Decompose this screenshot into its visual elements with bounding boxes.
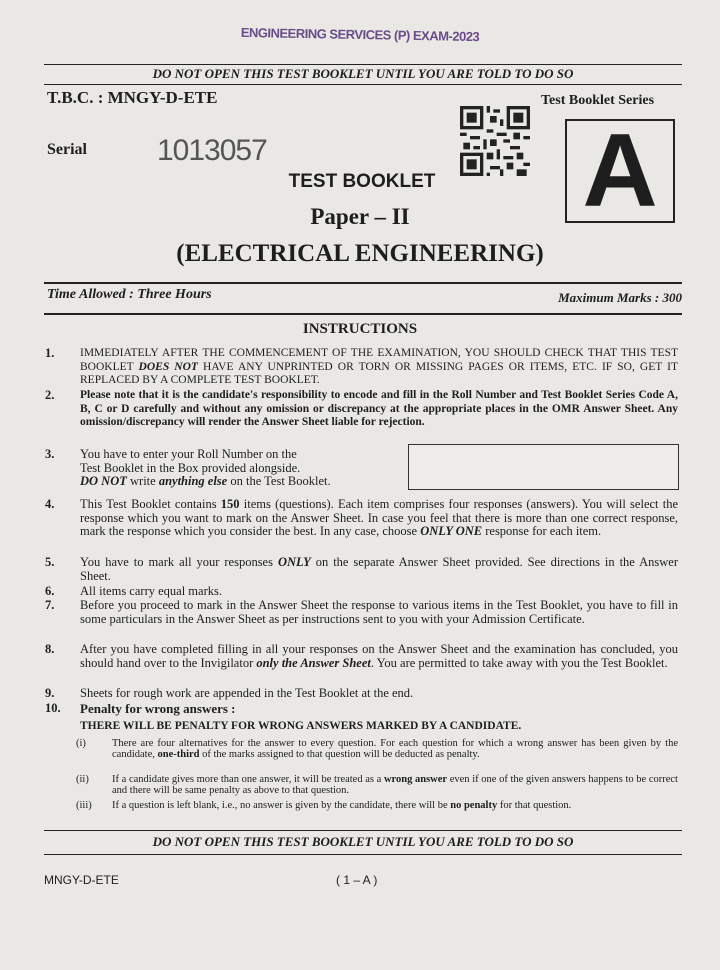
item-text: You have to enter your Roll Number on the Test Booklet in the Box provided alongside. DO NOT write anything else on the Test Booklet. <box>80 447 331 488</box>
penalty-text: If a question is left blank, i.e., no answer is given by the candidate, there will be no penalty for that question. <box>112 800 572 811</box>
footer-code: MNGY-D-ETE <box>44 873 119 887</box>
subject-title: (ELECTRICAL ENGINEERING) <box>176 240 544 267</box>
divider <box>44 282 682 284</box>
item-number: 8. <box>45 642 55 656</box>
item-text: This Test Booklet contains 150 items (questions). Each item comprises four responses (answers). You will select the response which you want to mark on the Answer Sheet. In case you feel that there is more than one correct response, mark the response which you consider the best. In any case, choose ONLY ONE response for each item. <box>80 497 679 538</box>
warning-top: DO NOT OPEN THIS TEST BOOKLET UNTIL YOU ARE TOLD TO DO SO <box>152 66 574 81</box>
item-text: After you have completed filling in all your responses on the Answer Sheet and the examination has concluded, you should hand over to the Invigilator only the Answer Sheet. You are permitted to take away with you the Test Booklet. <box>80 642 678 670</box>
divider <box>44 84 682 85</box>
maximum-marks: Maximum Marks : 300 <box>558 290 682 305</box>
series-letter-box: A <box>565 119 675 223</box>
item-number: 2. <box>45 388 55 402</box>
divider <box>44 854 682 855</box>
item-number: 1. <box>45 346 55 360</box>
penalty-number: (ii) <box>76 774 89 785</box>
item-number: 10. <box>45 701 61 715</box>
qr-code-icon <box>460 106 530 176</box>
instructions-heading: INSTRUCTIONS <box>302 321 418 337</box>
item-number: 9. <box>45 686 55 700</box>
item-text: You have to mark all your responses ONLY on the separate Answer Sheet provided. See directions in the Answer Sheet. <box>80 555 678 583</box>
item-text: Penalty for wrong answers : THERE WILL BE PENALTY FOR WRONG ANSWERS MARKED BY A CANDIDATE. <box>80 701 522 732</box>
item-text: Please note that it is the candidate's responsibility to encode and fill in the Roll Number and Test Booklet Series Code A, B, C or D carefully and without any omission or discrepancy at the appropriate places in the OMR Answer Sheet. Any omission/discrepancy will render the Answer Sheet liable for rejection. <box>80 389 678 428</box>
page-number: ( 1 – A ) <box>336 873 378 887</box>
item-number: 3. <box>45 447 55 461</box>
warning-bottom: DO NOT OPEN THIS TEST BOOKLET UNTIL YOU ARE TOLD TO DO SO <box>152 834 574 849</box>
penalty-number: (iii) <box>76 800 92 811</box>
item-text: Before you proceed to mark in the Answer Sheet the response to various items in the Test Booklet, you have to fill in some particulars in the Answer Sheet as per instructions sent to you with your Admission Certificate. <box>80 598 678 626</box>
item-number: 6. <box>45 584 55 598</box>
serial-number: 1013057 <box>157 134 267 167</box>
item-text: Sheets for rough work are appended in the Test Booklet at the end. <box>80 686 414 700</box>
penalty-text: There are four alternatives for the answer to every question. For each question for which a wrong answer has been given by the candidate, one-third of the marks assigned to that question will be deducted as penalty. <box>112 738 678 760</box>
penalty-number: (i) <box>76 738 86 749</box>
item-text: IMMEDIATELY AFTER THE COMMENCEMENT OF THE EXAMINATION, YOU SHOULD CHECK THAT THIS TEST BOOKLET DOES NOT HAVE ANY UNPRINTED OR TORN OR MISSING PAGES OR ITEMS, ETC. IF SO, GET IT REPLACED BY A COMPLETE TEST BOOKLET. <box>80 347 679 386</box>
time-allowed: Time Allowed : Three Hours <box>47 287 212 302</box>
tbc-code: T.B.C. : MNGY-D-ETE <box>47 88 218 107</box>
paper-title: Paper – II <box>310 204 410 229</box>
penalty-text: If a candidate gives more than one answer, it will be treated as a wrong answer even if one of the given answers happens to be correct and there will be same penalty as above to that question. <box>112 774 678 796</box>
item-text: All items carry equal marks. <box>80 584 222 598</box>
serial-label: Serial <box>47 141 87 158</box>
roll-number-box[interactable] <box>408 444 679 490</box>
item-number: 7. <box>45 598 55 612</box>
booklet-title: TEST BOOKLET <box>288 171 436 192</box>
divider <box>44 64 682 65</box>
exam-stamp: ENGINEERING SERVICES (P) EXAM-2023 <box>240 24 480 45</box>
item-number: 4. <box>45 497 55 511</box>
item-number: 5. <box>45 555 55 569</box>
series-label: Test Booklet Series <box>541 93 655 108</box>
divider <box>44 830 682 831</box>
divider <box>44 313 682 315</box>
